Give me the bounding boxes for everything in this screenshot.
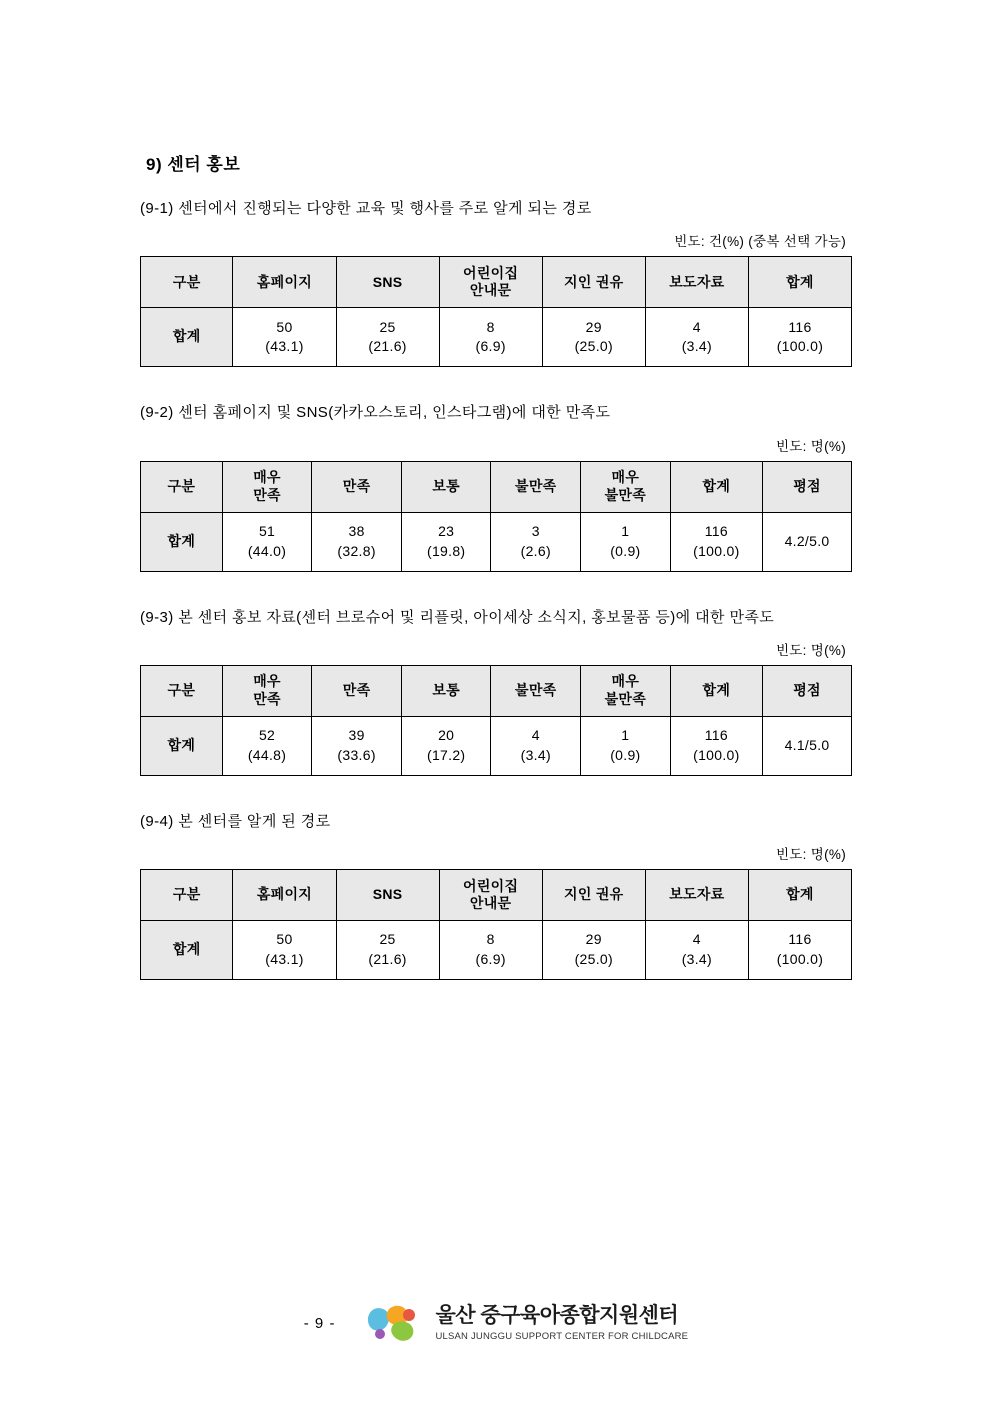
cell-percent: (0.9) (610, 746, 641, 763)
cell-value: 52 (258, 727, 276, 744)
cell-percent: (44.8) (247, 746, 287, 763)
table-header-cell: 평점 (763, 665, 852, 716)
header-line-1: 매우 (611, 469, 640, 485)
table-cell (491, 512, 581, 571)
table-header-cell: 홈페이지 (233, 870, 336, 921)
header-line-1: 어린이집 (463, 877, 519, 894)
cell-value: 116 (704, 727, 728, 744)
table-header-cell: 불만족 (491, 461, 581, 512)
table-cell (222, 716, 312, 775)
frequency-note: 빈도: 명(%) (775, 438, 846, 454)
table-header-cell: 불만족 (491, 665, 581, 716)
cell-percent: (25.0) (574, 338, 613, 355)
cell-percent: (21.6) (368, 338, 407, 355)
table-header-cell: 지인 권유 (542, 870, 645, 921)
table-header-cell: 구분 (141, 461, 223, 512)
cell-value: 1 (621, 522, 630, 539)
table-header-cell: 합계 (748, 257, 851, 308)
table-header-cell: 합계 (670, 461, 762, 512)
table-header-cell (439, 870, 542, 921)
header-line-2: 안내문 (469, 282, 512, 299)
cell-value: 20 (438, 727, 455, 744)
table-header-cell (439, 257, 542, 308)
table-row (141, 921, 852, 980)
table-header-cell: 홈페이지 (233, 257, 336, 308)
frequency-note: 빈도: 명(%) (775, 847, 846, 862)
header-line-2: 만족 (253, 486, 281, 503)
cell-value: 116 (788, 318, 812, 335)
frequency-note: 빈도: 명(%) (775, 642, 846, 658)
table-cell (748, 308, 851, 367)
cell-value: 50 (276, 318, 293, 335)
table-header-cell: 보통 (401, 461, 491, 512)
table-header-row (141, 257, 852, 308)
table-cell (439, 308, 542, 367)
table-cell (581, 716, 671, 775)
frequency-note: 빈도: 건(%) (중복 선택 가능) (674, 234, 846, 250)
cell-percent: (43.1) (265, 951, 304, 967)
page-title: 9) 센터 홍보 (146, 155, 241, 174)
header-line-1: 매우 (611, 673, 640, 690)
cell-percent: (43.1) (265, 338, 304, 355)
cell-percent: (2.6) (520, 542, 551, 559)
cell-value: 39 (348, 727, 365, 744)
cell-value: 4 (692, 318, 701, 335)
cell-percent: (44.0) (247, 542, 287, 559)
cell-value: 1 (621, 727, 630, 744)
cell-value: 50 (276, 931, 293, 948)
cell-value: 8 (486, 318, 495, 335)
header-line-1: 매우 (253, 673, 281, 690)
table-header-cell (222, 665, 312, 716)
table-header-cell: 구분 (141, 665, 223, 716)
score-cell: 4.1/5.0 (763, 716, 852, 775)
table-header-cell: 합계 (748, 870, 851, 921)
row-label: 합계 (141, 308, 233, 367)
cell-percent: (100.0) (776, 951, 824, 967)
cell-percent: (3.4) (520, 746, 551, 763)
table-header-cell: 보통 (401, 665, 491, 716)
table-cell (233, 921, 336, 980)
cell-percent: (33.6) (337, 746, 376, 763)
table-cell (581, 512, 671, 571)
table-cell (542, 308, 645, 367)
table-cell (233, 308, 336, 367)
logo-name-en: ULSAN JUNGGU SUPPORT CENTER FOR CHILDCARE (435, 1330, 689, 1342)
organization-logo (363, 1301, 688, 1345)
cell-value: 116 (788, 931, 812, 948)
cell-percent: (6.9) (475, 951, 506, 967)
cell-percent: (100.0) (693, 542, 740, 559)
table-cell (645, 921, 748, 980)
cell-value: 51 (258, 522, 276, 539)
logo-mark-icon (363, 1301, 425, 1345)
table-header-cell: 만족 (312, 461, 402, 512)
row-label: 합계 (141, 512, 223, 571)
cell-value: 3 (531, 522, 540, 539)
question-block-9-1 (140, 197, 852, 367)
table-header-cell: 만족 (312, 665, 402, 716)
cell-value: 8 (486, 931, 495, 948)
cell-value: 29 (585, 318, 602, 335)
cell-percent: (19.8) (427, 542, 466, 559)
table-cell (670, 716, 762, 775)
table-header-cell: SNS (336, 257, 439, 308)
header-line-2: 만족 (253, 690, 281, 707)
header-line-2: 불만족 (604, 486, 647, 503)
table-header-cell (222, 461, 312, 512)
row-label: 합계 (141, 921, 233, 980)
cell-percent: (0.9) (610, 542, 641, 559)
cell-percent: (21.6) (368, 951, 407, 967)
cell-percent: (100.0) (693, 746, 740, 763)
cell-percent: (32.8) (337, 542, 376, 559)
table-cell (439, 921, 542, 980)
question-text: (9-4) 본 센터를 알게 된 경로 (140, 812, 331, 830)
cell-value: 116 (704, 522, 728, 539)
question-block-9-3 (140, 606, 852, 776)
table-cell (401, 716, 491, 775)
table-header-cell (581, 665, 671, 716)
data-table-9-4 (140, 869, 852, 980)
cell-percent: (25.0) (574, 951, 613, 967)
table-header-cell: 보도자료 (645, 257, 748, 308)
data-table-9-3 (140, 665, 852, 776)
table-header-cell: 구분 (141, 870, 233, 921)
cell-percent: (3.4) (681, 338, 712, 355)
page-footer (0, 1301, 992, 1345)
table-row (141, 308, 852, 367)
table-header-cell: 구분 (141, 257, 233, 308)
score-cell: 4.2/5.0 (763, 512, 852, 571)
table-cell (222, 512, 312, 571)
table-cell (336, 921, 439, 980)
cell-percent: (17.2) (427, 746, 466, 763)
header-line-2: 안내문 (469, 895, 512, 911)
cell-value: 25 (379, 318, 396, 335)
table-cell (670, 512, 762, 571)
table-header-row (141, 461, 852, 512)
question-block-9-4 (140, 810, 852, 980)
table-header-cell: 합계 (670, 665, 762, 716)
table-header-cell (581, 461, 671, 512)
question-text: (9-3) 본 센터 홍보 자료(센터 브로슈어 및 리플릿, 아이세상 소식지, 홍보물품 등)에 대한 만족도 (140, 608, 775, 626)
cell-percent: (100.0) (776, 338, 824, 355)
logo-text (435, 1304, 688, 1341)
table-header-cell: 보도자료 (645, 870, 748, 921)
cell-value: 4 (692, 931, 701, 948)
cell-value: 25 (379, 931, 396, 948)
table-header-row (141, 870, 852, 921)
data-table-9-1 (140, 256, 852, 367)
table-cell (312, 512, 402, 571)
cell-value: 4 (531, 727, 540, 744)
table-cell (336, 308, 439, 367)
question-text: (9-2) 센터 홈페이지 및 SNS(카카오스토리, 인스타그램)에 대한 만족도 (140, 404, 611, 422)
table-cell (401, 512, 491, 571)
cell-value: 38 (348, 522, 365, 539)
page-number: - 9 - (303, 1314, 336, 1332)
table-header-cell: SNS (336, 870, 439, 921)
question-text: (9-1) 센터에서 진행되는 다양한 교육 및 행사를 주로 알게 되는 경로 (140, 200, 592, 217)
cell-percent: (3.4) (681, 951, 712, 967)
cell-percent: (6.9) (475, 338, 506, 355)
data-table-9-2 (140, 461, 852, 572)
table-cell (645, 308, 748, 367)
header-line-2: 불만족 (604, 690, 647, 707)
table-cell (542, 921, 645, 980)
header-line-1: 어린이집 (463, 264, 519, 281)
table-row (141, 716, 852, 775)
row-label: 합계 (141, 716, 223, 775)
cell-value: 29 (585, 931, 602, 948)
table-header-row (141, 665, 852, 716)
question-block-9-2 (140, 401, 852, 571)
logo-name-kr: 울산 중구육아종합지원센터 (435, 1304, 679, 1328)
table-cell (312, 716, 402, 775)
table-header-cell: 지인 권유 (542, 257, 645, 308)
table-row (141, 512, 852, 571)
table-cell (491, 716, 581, 775)
cell-value: 23 (438, 522, 455, 539)
table-header-cell: 평점 (763, 461, 852, 512)
header-line-1: 매우 (253, 469, 281, 485)
table-cell (748, 921, 851, 980)
